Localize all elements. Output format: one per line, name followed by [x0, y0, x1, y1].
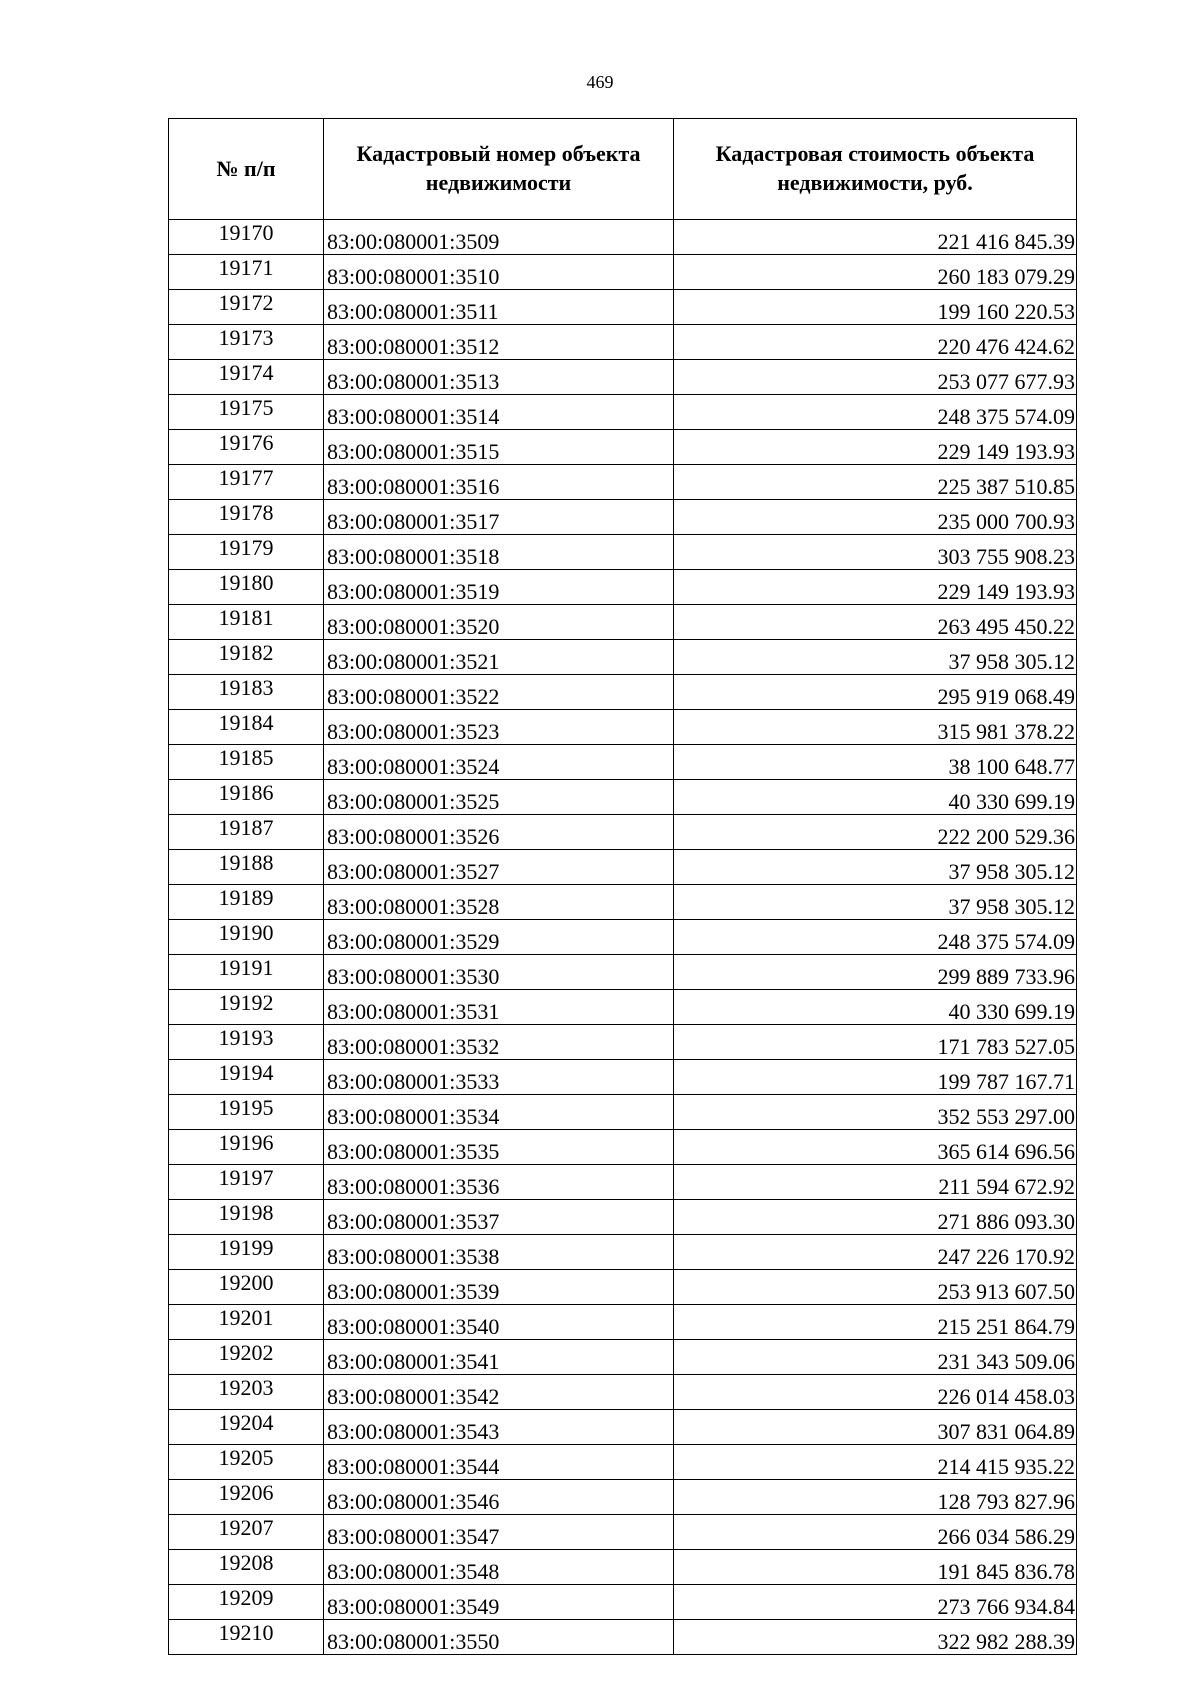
- table-row: [169, 1620, 1077, 1655]
- header-row-number: № п/п: [169, 119, 324, 220]
- table-row: [169, 1305, 1077, 1340]
- cadastral-number-cell: 83:00:080001:3536: [324, 1165, 674, 1200]
- cadastral-value-cell: 229 149 193.93: [674, 570, 1077, 605]
- row-number-cell: 19180: [169, 570, 324, 605]
- cadastral-number-cell: 83:00:080001:3550: [324, 1620, 674, 1655]
- cadastral-number-cell: 83:00:080001:3544: [324, 1445, 674, 1480]
- table-row: [169, 500, 1077, 535]
- row-number-cell: 19174: [169, 360, 324, 395]
- cadastral-value-cell: 248 375 574.09: [674, 395, 1077, 430]
- table-row: [169, 990, 1077, 1025]
- cadastral-value-cell: 295 919 068.49: [674, 675, 1077, 710]
- table-row: [169, 1130, 1077, 1165]
- cadastral-value-cell: 307 831 064.89: [674, 1410, 1077, 1445]
- cadastral-number-cell: 83:00:080001:3527: [324, 850, 674, 885]
- cadastral-value-cell: 226 014 458.03: [674, 1375, 1077, 1410]
- row-number-cell: 19197: [169, 1165, 324, 1200]
- cadastral-number-cell: 83:00:080001:3529: [324, 920, 674, 955]
- cadastral-number-cell: 83:00:080001:3537: [324, 1200, 674, 1235]
- table-row: [169, 570, 1077, 605]
- cadastral-number-cell: 83:00:080001:3519: [324, 570, 674, 605]
- table-row: [169, 1515, 1077, 1550]
- cadastral-number-cell: 83:00:080001:3549: [324, 1585, 674, 1620]
- cadastral-value-cell: 128 793 827.96: [674, 1480, 1077, 1515]
- table-row: [169, 360, 1077, 395]
- row-number-cell: 19198: [169, 1200, 324, 1235]
- table-row: [169, 640, 1077, 675]
- table-row: [169, 395, 1077, 430]
- row-number-cell: 19195: [169, 1095, 324, 1130]
- header-cadastral-number: Кадастровый номер объекта недвижимости: [324, 119, 674, 220]
- row-number-cell: 19187: [169, 815, 324, 850]
- row-number-cell: 19190: [169, 920, 324, 955]
- table-row: [169, 815, 1077, 850]
- row-number-cell: 19196: [169, 1130, 324, 1165]
- table-row: [169, 850, 1077, 885]
- table-row: [169, 710, 1077, 745]
- cadastral-value-cell: 315 981 378.22: [674, 710, 1077, 745]
- table-row: [169, 1060, 1077, 1095]
- cadastral-value-cell: 260 183 079.29: [674, 255, 1077, 290]
- header-cadastral-value: Кадастровая стоимость объекта недвижимости, руб.: [674, 119, 1077, 220]
- table-row: [169, 1550, 1077, 1585]
- cadastral-number-cell: 83:00:080001:3539: [324, 1270, 674, 1305]
- row-number-cell: 19182: [169, 640, 324, 675]
- cadastral-value-cell: 253 913 607.50: [674, 1270, 1077, 1305]
- row-number-cell: 19181: [169, 605, 324, 640]
- cadastral-number-cell: 83:00:080001:3516: [324, 465, 674, 500]
- cadastral-value-cell: 299 889 733.96: [674, 955, 1077, 990]
- cadastral-value-cell: 253 077 677.93: [674, 360, 1077, 395]
- cadastral-number-cell: 83:00:080001:3526: [324, 815, 674, 850]
- table-row: [169, 465, 1077, 500]
- cadastral-number-cell: 83:00:080001:3542: [324, 1375, 674, 1410]
- table-row: [169, 1340, 1077, 1375]
- cadastral-number-cell: 83:00:080001:3540: [324, 1305, 674, 1340]
- cadastral-number-cell: 83:00:080001:3524: [324, 745, 674, 780]
- row-number-cell: 19171: [169, 255, 324, 290]
- cadastral-value-cell: 229 149 193.93: [674, 430, 1077, 465]
- row-number-cell: 19176: [169, 430, 324, 465]
- cadastral-number-cell: 83:00:080001:3534: [324, 1095, 674, 1130]
- table-row: [169, 1445, 1077, 1480]
- cadastral-value-cell: 365 614 696.56: [674, 1130, 1077, 1165]
- cadastral-number-cell: 83:00:080001:3538: [324, 1235, 674, 1270]
- row-number-cell: 19206: [169, 1480, 324, 1515]
- row-number-cell: 19189: [169, 885, 324, 920]
- table-header-row: [169, 119, 1077, 220]
- cadastral-number-cell: 83:00:080001:3517: [324, 500, 674, 535]
- row-number-cell: 19209: [169, 1585, 324, 1620]
- cadastral-number-cell: 83:00:080001:3548: [324, 1550, 674, 1585]
- table-row: [169, 220, 1077, 255]
- table-row: [169, 955, 1077, 990]
- cadastral-value-cell: 40 330 699.19: [674, 780, 1077, 815]
- cadastral-number-cell: 83:00:080001:3511: [324, 290, 674, 325]
- cadastral-value-cell: 303 755 908.23: [674, 535, 1077, 570]
- cadastral-value-cell: 199 787 167.71: [674, 1060, 1077, 1095]
- row-number-cell: 19173: [169, 325, 324, 360]
- cadastral-value-cell: 352 553 297.00: [674, 1095, 1077, 1130]
- table-header: [169, 119, 1077, 220]
- cadastral-value-cell: 221 416 845.39: [674, 220, 1077, 255]
- row-number-cell: 19193: [169, 1025, 324, 1060]
- table-row: [169, 605, 1077, 640]
- cadastral-number-cell: 83:00:080001:3509: [324, 220, 674, 255]
- cadastral-value-cell: 266 034 586.29: [674, 1515, 1077, 1550]
- cadastral-number-cell: 83:00:080001:3532: [324, 1025, 674, 1060]
- cadastral-number-cell: 83:00:080001:3513: [324, 360, 674, 395]
- cadastral-number-cell: 83:00:080001:3535: [324, 1130, 674, 1165]
- table-row: [169, 1375, 1077, 1410]
- row-number-cell: 19175: [169, 395, 324, 430]
- row-number-cell: 19185: [169, 745, 324, 780]
- cadastral-value-cell: 248 375 574.09: [674, 920, 1077, 955]
- cadastral-value-cell: 273 766 934.84: [674, 1585, 1077, 1620]
- cadastral-value-cell: 40 330 699.19: [674, 990, 1077, 1025]
- cadastral-number-cell: 83:00:080001:3530: [324, 955, 674, 990]
- table-row: [169, 1585, 1077, 1620]
- cadastral-number-cell: 83:00:080001:3541: [324, 1340, 674, 1375]
- table-row: [169, 885, 1077, 920]
- cadastral-value-cell: 247 226 170.92: [674, 1235, 1077, 1270]
- cadastral-number-cell: 83:00:080001:3546: [324, 1480, 674, 1515]
- row-number-cell: 19186: [169, 780, 324, 815]
- cadastral-value-cell: 235 000 700.93: [674, 500, 1077, 535]
- cadastral-value-cell: 199 160 220.53: [674, 290, 1077, 325]
- row-number-cell: 19184: [169, 710, 324, 745]
- row-number-cell: 19183: [169, 675, 324, 710]
- table-row: [169, 920, 1077, 955]
- cadastral-number-cell: 83:00:080001:3547: [324, 1515, 674, 1550]
- table-row: [169, 1200, 1077, 1235]
- table-row: [169, 290, 1077, 325]
- cadastral-value-cell: 215 251 864.79: [674, 1305, 1077, 1340]
- cadastral-number-cell: 83:00:080001:3510: [324, 255, 674, 290]
- cadastral-value-cell: 37 958 305.12: [674, 885, 1077, 920]
- table-row: [169, 255, 1077, 290]
- row-number-cell: 19202: [169, 1340, 324, 1375]
- cadastral-number-cell: 83:00:080001:3543: [324, 1410, 674, 1445]
- table-row: [169, 745, 1077, 780]
- row-number-cell: 19192: [169, 990, 324, 1025]
- cadastral-number-cell: 83:00:080001:3521: [324, 640, 674, 675]
- row-number-cell: 19188: [169, 850, 324, 885]
- cadastral-value-cell: 271 886 093.30: [674, 1200, 1077, 1235]
- row-number-cell: 19194: [169, 1060, 324, 1095]
- cadastral-value-cell: 37 958 305.12: [674, 640, 1077, 675]
- table-row: [169, 1235, 1077, 1270]
- cadastral-value-cell: 214 415 935.22: [674, 1445, 1077, 1480]
- cadastral-value-cell: 263 495 450.22: [674, 605, 1077, 640]
- row-number-cell: 19204: [169, 1410, 324, 1445]
- cadastral-number-cell: 83:00:080001:3522: [324, 675, 674, 710]
- table-row: [169, 535, 1077, 570]
- cadastral-number-cell: 83:00:080001:3528: [324, 885, 674, 920]
- cadastral-number-cell: 83:00:080001:3523: [324, 710, 674, 745]
- row-number-cell: 19191: [169, 955, 324, 990]
- row-number-cell: 19178: [169, 500, 324, 535]
- cadastral-number-cell: 83:00:080001:3512: [324, 325, 674, 360]
- cadastral-value-table: [168, 118, 1077, 1655]
- page-number: 469: [586, 72, 614, 92]
- cadastral-number-cell: 83:00:080001:3520: [324, 605, 674, 640]
- cadastral-number-cell: 83:00:080001:3518: [324, 535, 674, 570]
- cadastral-number-cell: 83:00:080001:3531: [324, 990, 674, 1025]
- cadastral-value-cell: 37 958 305.12: [674, 850, 1077, 885]
- row-number-cell: 19172: [169, 290, 324, 325]
- table-row: [169, 1025, 1077, 1060]
- row-number-cell: 19205: [169, 1445, 324, 1480]
- table-row: [169, 1410, 1077, 1445]
- cadastral-value-cell: 322 982 288.39: [674, 1620, 1077, 1655]
- row-number-cell: 19207: [169, 1515, 324, 1550]
- table-row: [169, 1480, 1077, 1515]
- row-number-cell: 19199: [169, 1235, 324, 1270]
- cadastral-value-cell: 211 594 672.92: [674, 1165, 1077, 1200]
- cadastral-value-cell: 231 343 509.06: [674, 1340, 1077, 1375]
- row-number-cell: 19170: [169, 220, 324, 255]
- table-row: [169, 1095, 1077, 1130]
- table-row: [169, 325, 1077, 360]
- table-row: [169, 1165, 1077, 1200]
- row-number-cell: 19179: [169, 535, 324, 570]
- cadastral-value-cell: 38 100 648.77: [674, 745, 1077, 780]
- row-number-cell: 19203: [169, 1375, 324, 1410]
- cadastral-number-cell: 83:00:080001:3515: [324, 430, 674, 465]
- row-number-cell: 19208: [169, 1550, 324, 1585]
- row-number-cell: 19177: [169, 465, 324, 500]
- cadastral-value-cell: 191 845 836.78: [674, 1550, 1077, 1585]
- cadastral-value-cell: 220 476 424.62: [674, 325, 1077, 360]
- row-number-cell: 19201: [169, 1305, 324, 1340]
- table-row: [169, 675, 1077, 710]
- table-row: [169, 780, 1077, 815]
- cadastral-number-cell: 83:00:080001:3525: [324, 780, 674, 815]
- table-body: [169, 220, 1077, 1655]
- row-number-cell: 19200: [169, 1270, 324, 1305]
- cadastral-value-cell: 171 783 527.05: [674, 1025, 1077, 1060]
- cadastral-value-cell: 225 387 510.85: [674, 465, 1077, 500]
- cadastral-value-cell: 222 200 529.36: [674, 815, 1077, 850]
- row-number-cell: 19210: [169, 1620, 324, 1655]
- table-row: [169, 430, 1077, 465]
- table-row: [169, 1270, 1077, 1305]
- cadastral-number-cell: 83:00:080001:3514: [324, 395, 674, 430]
- cadastral-number-cell: 83:00:080001:3533: [324, 1060, 674, 1095]
